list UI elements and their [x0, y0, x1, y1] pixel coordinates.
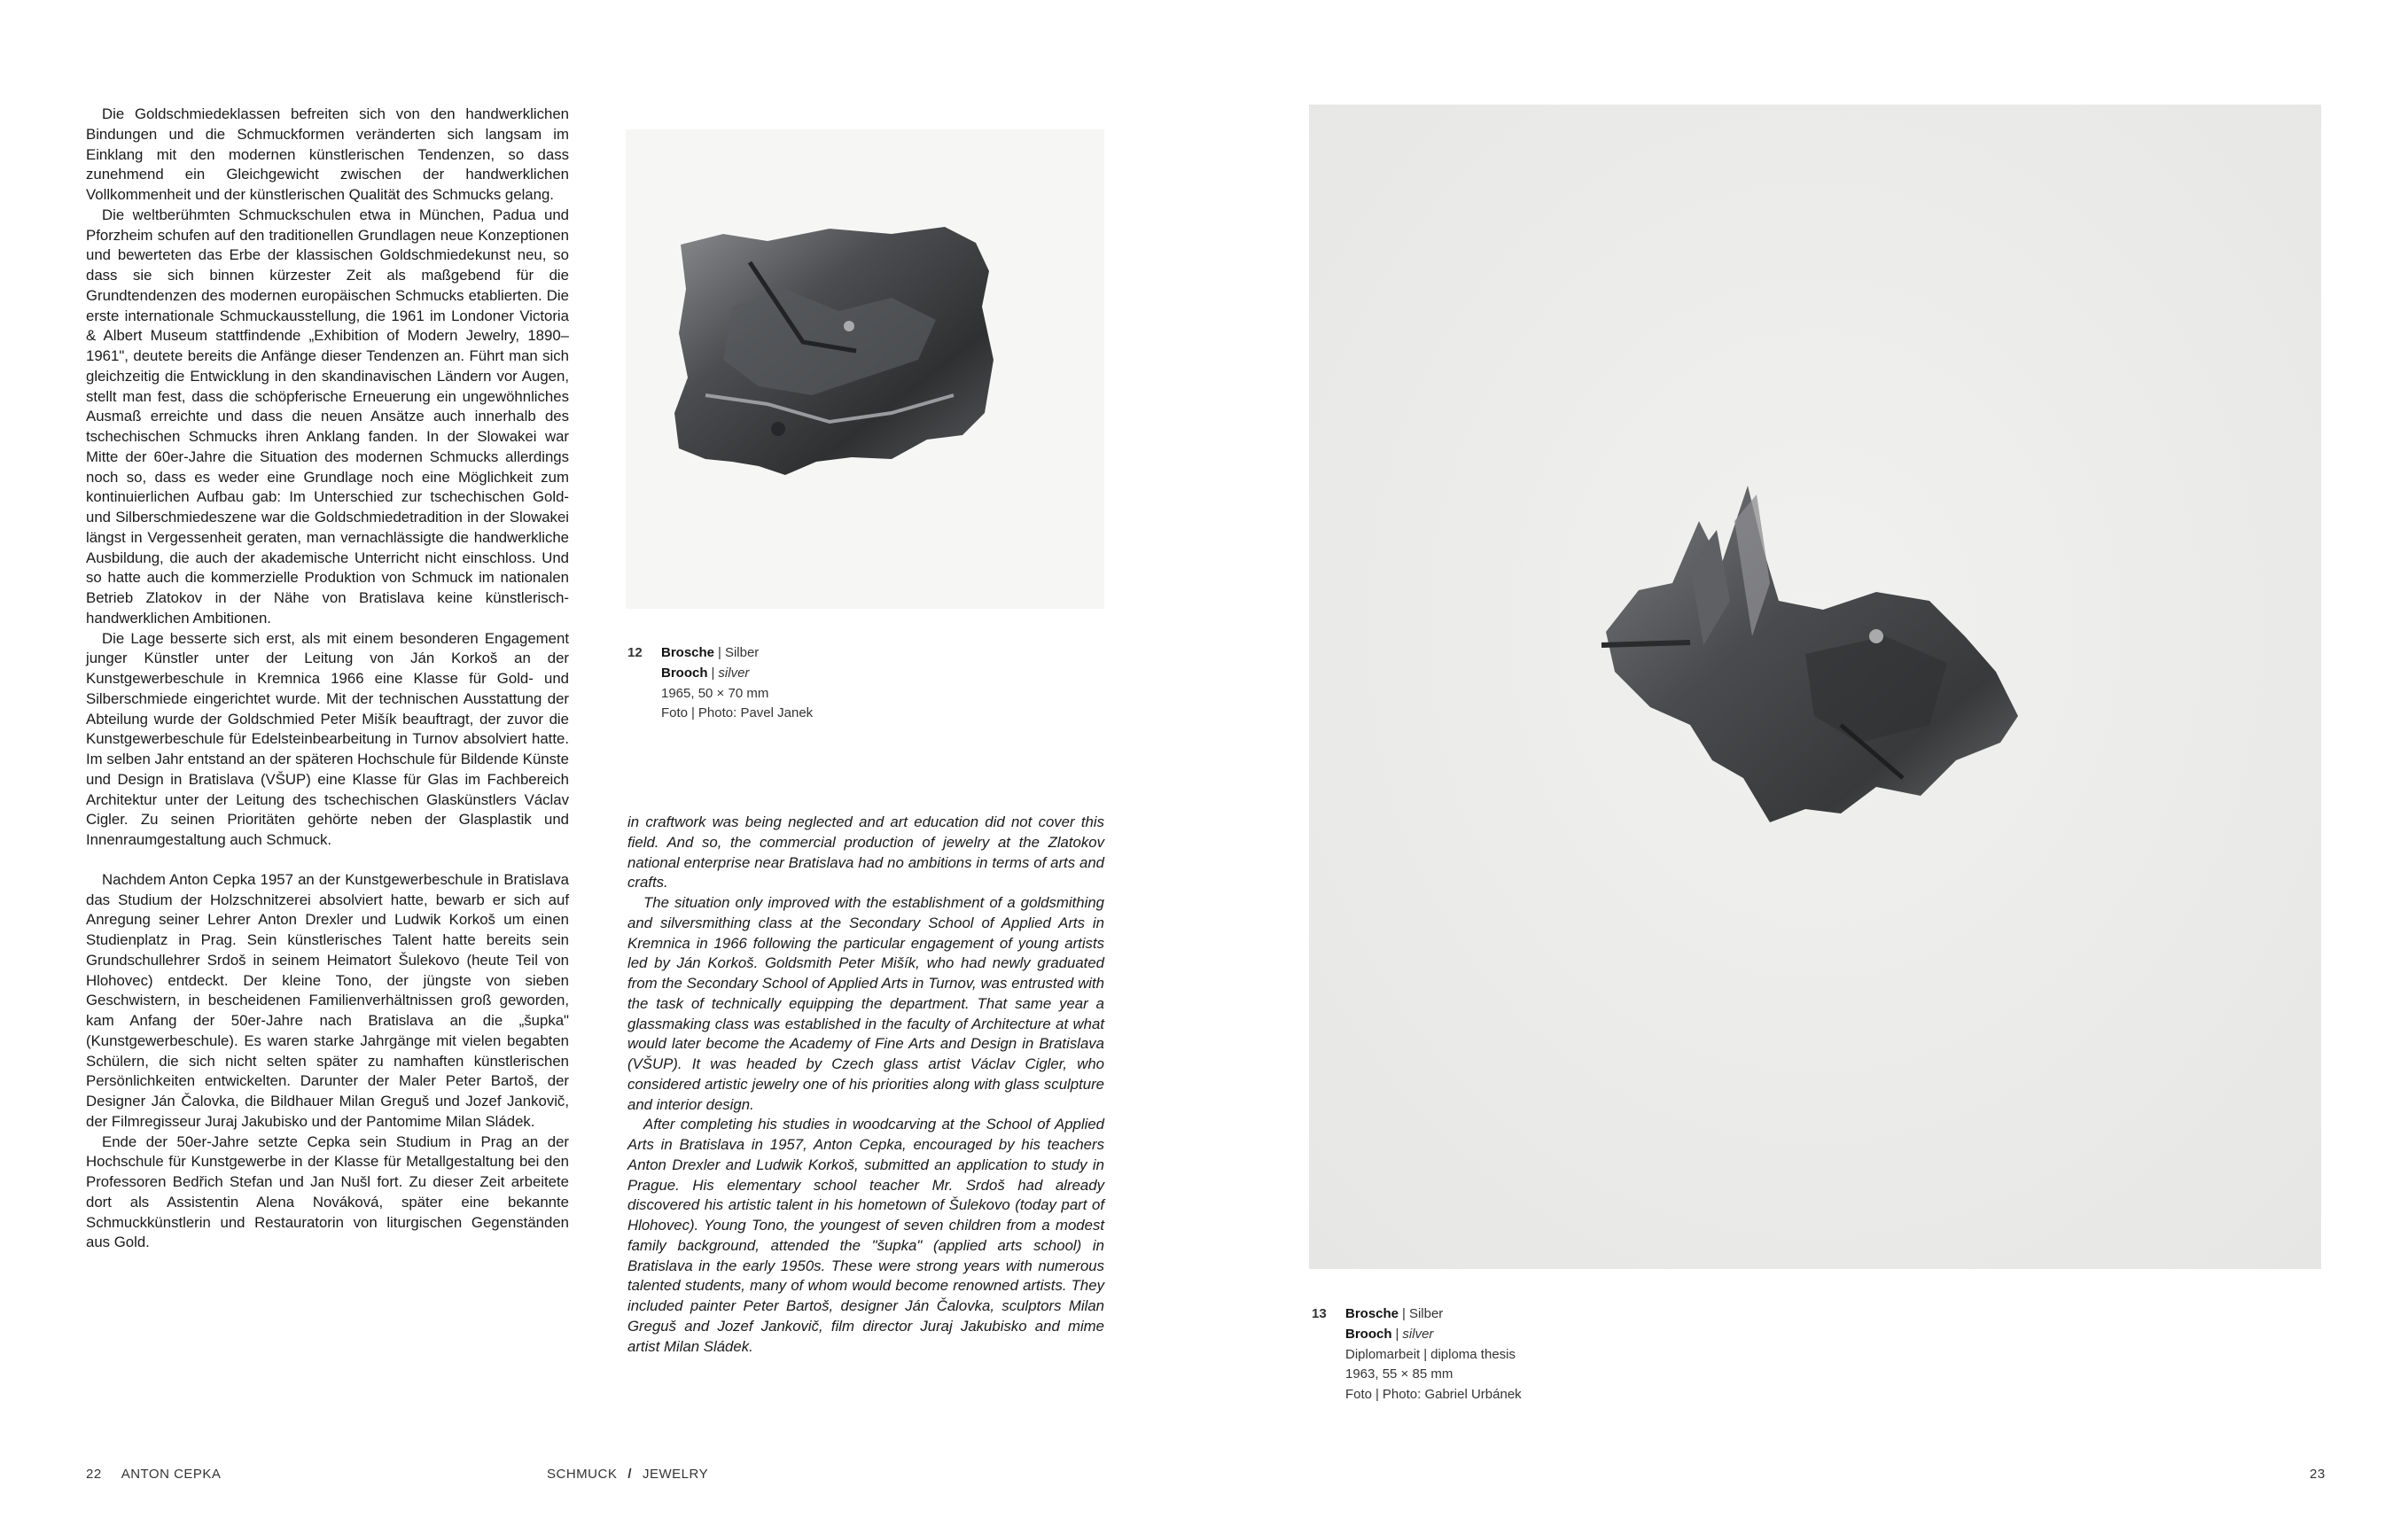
caption-material-de: Silber: [724, 645, 760, 660]
caption-diploma-de: Diplomarbeit: [1345, 1346, 1421, 1362]
caption-material-en: silver: [1402, 1326, 1434, 1342]
german-paragraph: Ende der 50er-Jahre setzte Cepka sein Studium in Prag an der Hochschule für Kunstgewerbe in der Klasse für Metallgestaltung bei den Professoren Bedřich Stefan und Jan Nušl fort. Zu dieser Zeit arbeitete dort als Assistentin Alena Nováková, später eine bekannte Schmuckkünstlerin und Restauratorin von liturgischen Gegenständen aus Gold.: [86, 1133, 569, 1251]
caption-title-en: Brooch: [661, 665, 708, 681]
page-number-right: 23: [2310, 1467, 2326, 1482]
brooch-photo-13: [1309, 105, 2321, 1269]
german-paragraph: Die Lage besserte sich erst, als mit einem besonderen Engagement junger Künstler unter der Leitung von Ján Korkoš an der Kunstgewerbeschule in Kremnica 1966 eine Klasse für Gold- und Silberschmiede eingerichtet wurde. Mit der technischen Ausstattung der Abteilung wurde der Goldschmied Peter Mišík beauftragt, der zuvor die Kunstgewerbeschule für Edelsteinbearbeitung in Turnov absolviert hatte. Im selben Jahr entstand an der späteren Hochschule für Bildende Künste und Design in Bratislava (VŠUP) eine Klasse für Glas im Fachbereich Architektur unter der Leitung des tschechischen Glaskünstlers Václav Cigler. Zu seinen Prioritäten gehörte neben der Glasplastik und Innenraumgestaltung auch Schmuck.: [86, 629, 569, 848]
footer-section: [547, 1467, 708, 1482]
english-paragraph: in craftwork was being neglected and art education did not cover this field. And so, the commercial production of jewelry at the Zlatokov national enterprise near Bratislava had no ambitions in terms of arts and crafts.: [627, 813, 1104, 891]
caption-photo-credit: Photo: Gabriel Urbánek: [1382, 1387, 1522, 1402]
section-separator: /: [627, 1467, 633, 1482]
english-paragraph: The situation only improved with the establishment of a goldsmithing and silversmithing class at the Secondary School of Applied Arts in Kremnica in 1966 following the particular engagement of young artists led by Ján Korkoš. Goldsmith Peter Mišík, who had newly graduated from the Secondary School of Applied Arts in Turnov, was entrusted with the task of technically equipping the department. That same year a glassmaking class was established in the faculty of Architecture at what would later become the Academy of Fine Arts and Design in Bratislava (VŠUP). It was headed by Czech glass artist Václav Cigler, who considered artistic jewelry one of his priorities along with glass sculpture and interior design.: [627, 894, 1104, 1113]
german-paragraph: Die weltberühmten Schmuckschulen etwa in München, Padua und Pforzheim schufen auf den traditionellen Grundlagen neue Konzeptionen und bewerteten das Erbe der klassischen Goldschmiedekunst neu, so dass sie sich binnen kürzester Zeit als maßgebend für die Grundtendenzen des modernen europäischen Schmucks etablierten. Die erste internationale Schmuckausstellung, die 1961 im Londoner Victoria & Albert Museum stattfindende „Exhibition of Modern Jewelry, 1890–1961", deutete bereits die Anfänge dieser Tendenzen an. Führt man sich gleichzeitig die Entwicklung in den skandinavischen Ländern vor Augen, stellt man fest, dass die schöpferische Erneuerung ein ungewöhnliches Ausmaß erreichte und dass die neuen Ansätze auch innerhalb des tschechischen Schmucks ihren Anklang fanden. In der Slowakei war Mitte der 60er-Jahre die Situation des modernen Schmucks allerdings noch so, dass es weder eine Grundlage noch eine Möglichkeit zum kontinuierlichen Aufbau gab: Im Unterschied zur tschechischen Gold- und Silberschmiedeszene war die Goldschmiedetradition in der Slowakei längst in Vergessenheit geraten, man vernachlässigte die handwerkliche Ausbildung, die auch der akademische Unterricht nicht einschloss. Und so hatte auch die kommerzielle Produktion von Schmuck im nationalen Betrieb Zlatokov in der Nähe von Bratislava keine künstlerisch-handwerklichen Ambitionen.: [86, 206, 569, 627]
caption-material-de: Silber: [1408, 1306, 1444, 1321]
caption-material-en: silver: [718, 665, 750, 681]
caption-meta: 1963, 55 × 85 mm: [1345, 1366, 1453, 1382]
german-text-column: [86, 105, 569, 1253]
caption-number: 12: [627, 645, 643, 660]
caption-diploma-en: diploma thesis: [1430, 1346, 1516, 1362]
brooch-photo-12: [626, 129, 1104, 609]
caption-title-de: Brosche: [1345, 1306, 1399, 1321]
german-paragraph: Nachdem Anton Cepka 1957 an der Kunstgewerbeschule in Bratislava das Studium der Holzschnitzerei absolviert hatte, bewarb er sich auf Anregung seiner Lehrer Anton Drexler und Ludwik Korkoš um einen Studienplatz in Prag. Sein künstlerisches Talent hatte bereits sein Grundschullehrer Srdoš in seinem Heimatort Šulekovo (heute Teil von Hlohovec) entdeckt. Der kleine Tono, der jüngste von sieben Geschwistern, in bescheidenen Familienverhältnissen groß geworden, kam Anfang der 50er-Jahre nach Bratislava an die „šupka" (Kunstgewerbeschule). Es waren starke Jahrgänge mit vielen begabten Schülern, die sich nicht selten später zu namhaften künstlerischen Persönlichkeiten entwickelten. Darunter der Maler Peter Bartoš, der Designer Ján Čalovka, die Bildhauer Milan Greguš und Jozef Jankovič, der Filmregisseur Juraj Jakubisko und der Pantomime Milan Sládek.: [86, 870, 569, 1130]
footer-left: [86, 1467, 221, 1482]
caption-photo-credit: Photo: Pavel Janek: [697, 705, 814, 721]
caption-12: 12 Brosche | Silber Brooch | silver 1965, 50 × 70 mm Foto | Photo: Pavel Janek: [627, 645, 814, 721]
caption-photo-label: Foto: [1345, 1387, 1373, 1402]
section-en: JEWELRY: [643, 1467, 709, 1482]
brooch-image: [626, 129, 1104, 609]
german-paragraph: Die Goldschmiedeklassen befreiten sich von den handwerklichen Bindungen und die Schmuckformen veränderten sich langsam im Einklang mit den modernen künstlerischen Tendenzen, so dass zunehmend ein Gleichgewicht zwischen der handwerklichen Vollkommenheit und der künstlerischen Qualität des Schmucks gelang.: [86, 105, 569, 203]
page-number-left: 22: [86, 1467, 102, 1482]
caption-photo-label: Foto: [661, 705, 689, 721]
english-paragraph: After completing his studies in woodcarving at the School of Applied Arts in Bratislava in 1957, Anton Cepka, encouraged by his teachers Anton Drexler and Ludwik Korkoš, submitted an application to study in Prague. His elementary school teacher Mr. Srdoš had already discovered his artistic talent in his hometown of Šulekovo (today part of Hlohovec). Young Tono, the youngest of seven children from a modest family background, attended the "šupka" (applied arts school) in Bratislava in the early 1950s. These were strong years with numerous talented students, many of whom would become renowned artists. They included painter Peter Bartoš, designer Ján Čalovka, sculptors Milan Greguš and Jozef Jankovič, film director Juraj Jakubisko and mime artist Milan Sládek.: [627, 1116, 1104, 1355]
caption-number: 13: [1312, 1306, 1327, 1321]
caption-meta: 1965, 50 × 70 mm: [661, 685, 769, 701]
english-text-column: [627, 813, 1104, 1357]
caption-title-de: Brosche: [661, 645, 715, 660]
section-de: SCHMUCK: [547, 1467, 618, 1482]
brooch-image: [1309, 105, 2321, 1269]
caption-title-en: Brooch: [1345, 1326, 1392, 1342]
running-head-author: ANTON CEPKA: [121, 1467, 222, 1482]
caption-13: 13 Brosche | Silber Brooch | silver Diplomarbeit | diploma thesis 1963, 55 × 85 mm Foto | Photo: Gabriel Urbánek: [1312, 1306, 1522, 1402]
